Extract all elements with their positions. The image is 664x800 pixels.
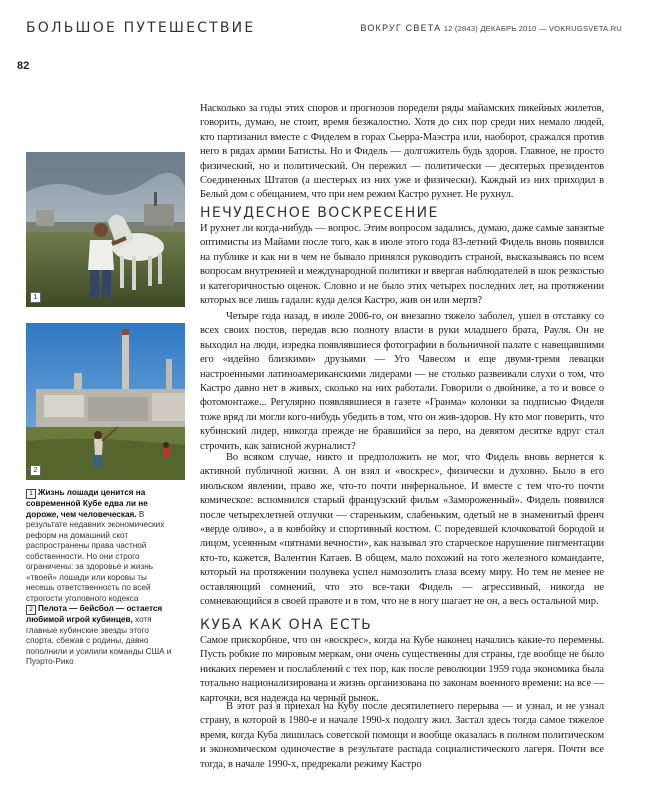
article-paragraph: Насколько за годы этих споров и прогнозов поредели ряды майамских пикейных жилетов, говорить, думаю, не стоит, время безжалостно. Хотя до сих пор среди них немало людей, кто партизанил вместе с Фиделем в горах Сьерра-Маэстра или, наоборот, сражался против него в рядах армии Батисты. Но и Фидель — долгожитель будь здоров. Главное, не просто физический, но и политический. Он пережил — политически — десятерых президентов Соединенных Штатов (а шестерых из них уже и физически). Каждый из них приходил в Белый дом с обещанием, что при нем режим Кастро рухнет. Не рухнул. (200, 103, 604, 201)
caption-number: 2 (26, 605, 36, 615)
article-paragraph: Самое прискорбное, что он «воскрес», когда на Кубе наконец начались какие-то перемены. Пусть робкие по мировым меркам, они очень существенны для страны, где вообще не было никаких перемен и послаблений с тех пор, как после революции 1959 года экономика была тотально национализирована и жизнь организована по законам военного времени: на все — карточки, вся надежда на черный рынок. (200, 635, 604, 704)
caption-1 (26, 488, 176, 604)
caption-bold: Пелота — бейсбол — остается любимой игрой кубинцев, (26, 604, 163, 624)
article-paragraph: Четыре года назад, в июле 2006-го, он внезапно тяжело заболел, ушел в отставку со всех своих постов, передав всю полноту власти в руки младшего брата, Рауля. Он не выходил на люди, изредка появлявшиеся фотографии в больничной палате с навещавшими его «идейно близкими» друзьями — Уго Чавесом и еще двумя-тремя левацки настроенными латиноамериканскими лидерами — не столько развеивали слухи о том, что Кастро давно нет в живых, сколько на них работали. Говорили о двойнике, а то и вовсе о фотомонтаже... Регулярно появлявшиеся в газете «Гранма» колонки за подписью Фиделя тоже вряд ли могли кого-нибудь убедить в том, что он жив-здоров. Ну кто мог поверить, что кубинский лидер, никогда прежде не бравшийся за перо, на девятом десятке вдруг стал строчить, как записной журналист? (200, 311, 604, 452)
photo-number-badge: 1 (30, 292, 41, 303)
page-number: 82 (17, 60, 30, 72)
magazine-name: ВОКРУГ СВЕТА (360, 23, 442, 33)
caption-number: 1 (26, 489, 36, 499)
photo-man-with-horse (26, 152, 185, 307)
photo-captions (26, 488, 176, 668)
caption-text: В результате недавних экономических реформ на домашний скот распространены права частной собственности. Но они строго ограничены: за здоровье и жизнь «твоей» лошади или коровы ты несешь ответственность по всей строгости уголовного кодекса (26, 509, 165, 603)
photo-baseball-player (26, 323, 185, 480)
caption-text: хотя главные кубинские звезды этого спорта, сбежав с родины, давно пополнили и усилили команды США и Пуэрто-Рико (26, 615, 172, 666)
section-heading: НЕЧУДЕСНОЕ ВОСКРЕСЕНИЕ (200, 205, 439, 221)
caption-2 (26, 604, 176, 668)
issue-info: 12 (2843) ДЕКАБРЬ 2010 — VOKRUGSVETA.RU (443, 24, 622, 33)
running-header (360, 23, 622, 33)
caption-bold: Жизнь лошади ценится на современной Кубе едва ли не дороже, чем человеческая. (26, 488, 148, 519)
section-heading: КУБА КАК ОНА ЕСТЬ (200, 617, 373, 633)
section-title: БОЛЬШОЕ ПУТЕШЕСТВИЕ (26, 20, 256, 36)
article-paragraph: И рухнет ли когда-нибудь — вопрос. Этим вопросом задались, думаю, даже самые завзятые оптимисты из Майами после того, как в июле этого года 83-летний Фидель вновь появился на публике и как ни в чем не бывало принялся руководить страной, высказываясь по всем вопросам внутренней и международной политики и ввергая наблюдателей в шок резкостью и категоричностью оценок. Словно и не было этих четырех последних лет, на протяжении которых все лишь гадали: куда делся Кастро, жив он или мертв? (200, 223, 604, 307)
article-paragraph: В этот раз я приехал на Кубу после десятилетнего перерыва — и узнал, и не узнал страну, в которой в 1980-е и начале 1990-х подолгу жил. Застал здесь тогда самое тяжелое время, когда Куба лишилась советской помощи и вообще оказалась в полном политическом и экономическом одиночестве в результате распада социалистического лагеря. Почти все тогда, в начале 1990-х, предрекали режиму Кастро (200, 701, 604, 770)
photo-number-badge: 2 (30, 465, 41, 476)
article-paragraph: Во всяком случае, никто и предположить не мог, что Фидель вновь вернется к активной публичной жизни. А он взял и «воскрес», физически и духовно. Было в его июльском явлении, право же, что-то почти инфернальное. И вместе с тем что-то почти комическое: вспомнился старый французский фильм «Замороженный». Фидель появился после четырехлетней отлучки — стареньким, слабеньким, одетый не в знаменитый френч «верде оливо», а в ковбойку и спортивный костюм. С поредевшей клочковатой бородой и лицом, усеянным «пятнами вечности», как называл это старческое нарушение пигментации кто-то, кажется, Валентин Катаев. В общем, мало похожий на того железного команданте, который на протяжении полувека успел намозолить глаза всему миру. Но тем не менее не оставляющий сомнений, что это все-таки Фидель — агрессивный, никогда не сомневающийся в своей правоте и в том, что не в ногу шагает не он, а весь остальной мир. (200, 452, 604, 608)
